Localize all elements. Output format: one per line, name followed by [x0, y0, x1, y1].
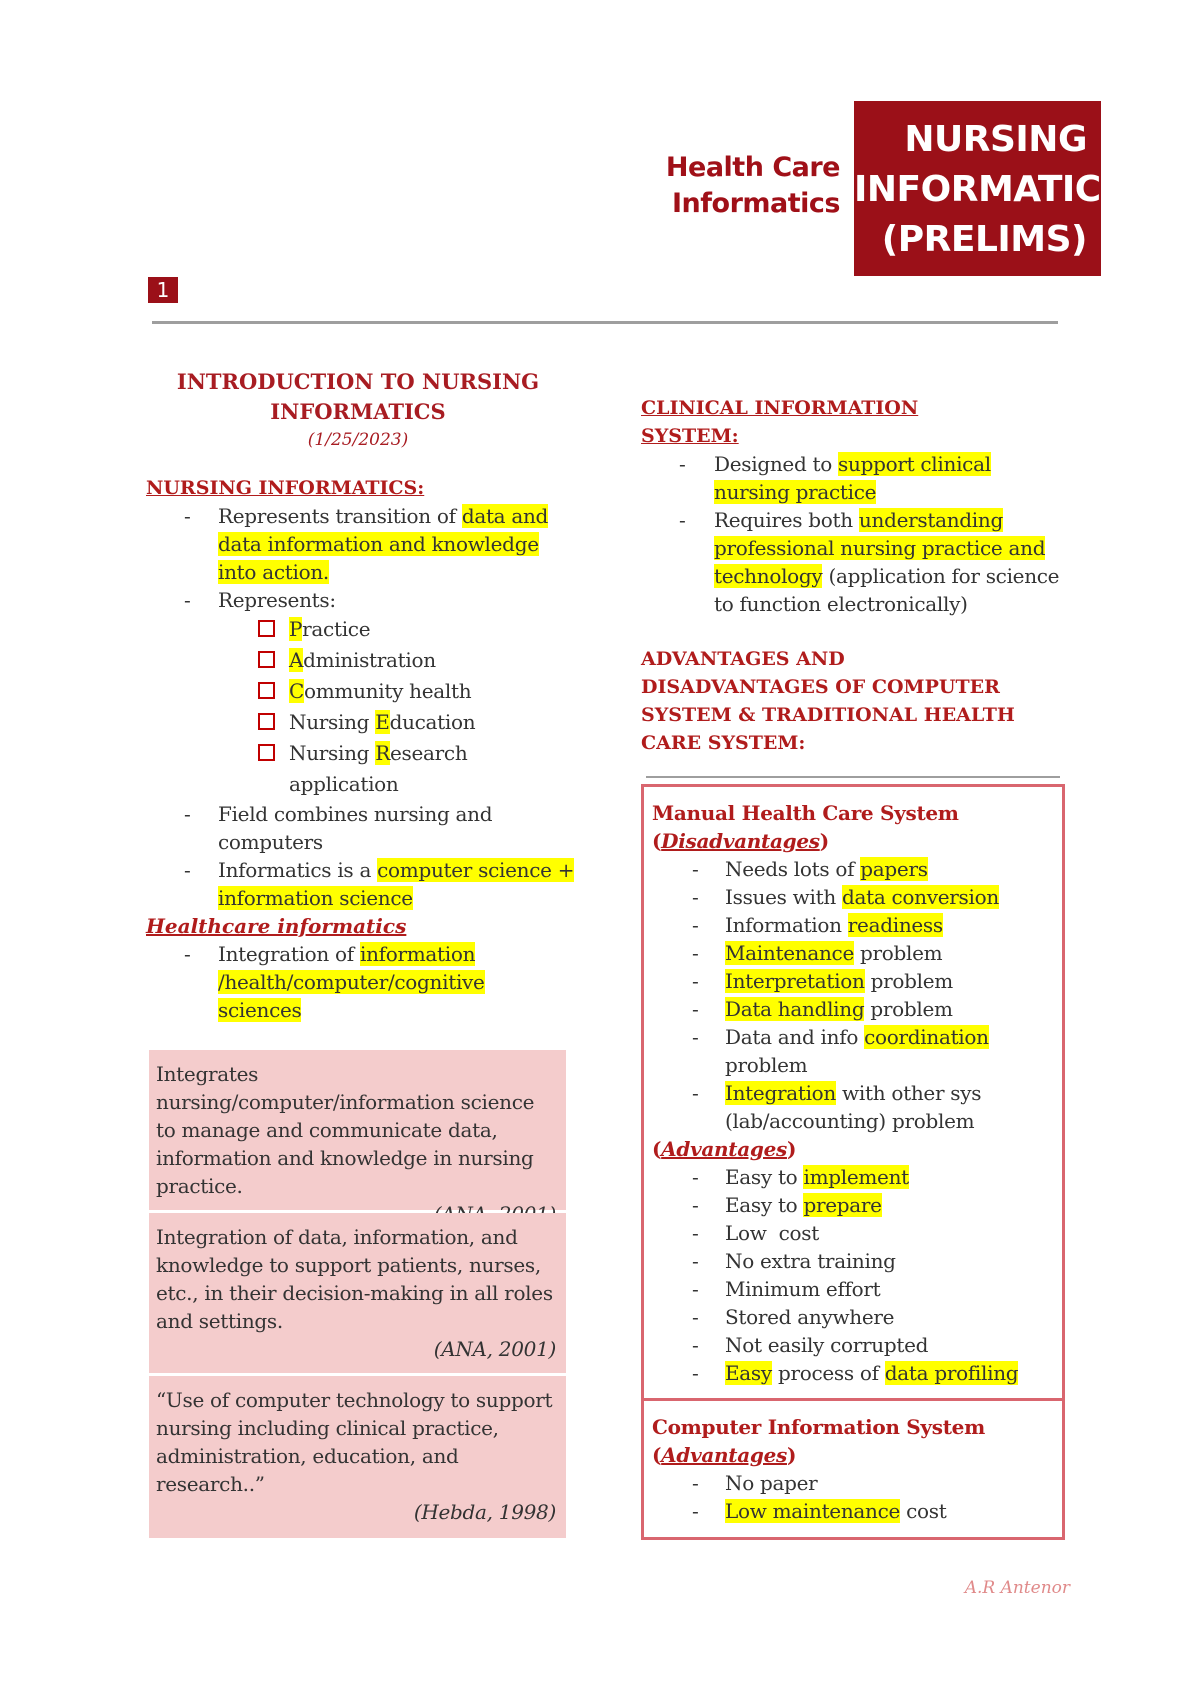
- text: Nursing: [289, 710, 376, 734]
- highlight: understanding: [858, 508, 1003, 532]
- list-item: [652, 995, 1060, 1023]
- text: Low cost: [725, 1221, 819, 1245]
- highlight: data and: [461, 504, 549, 528]
- manual-system-title: Manual Health Care System: [652, 801, 959, 825]
- text: with other sys: [836, 1081, 982, 1105]
- text: esearch: [390, 741, 468, 765]
- list-item: [146, 586, 586, 614]
- text: Represents:: [218, 588, 336, 612]
- first-letter: E: [375, 710, 390, 734]
- list-item: [652, 1359, 1060, 1387]
- text: No paper: [725, 1471, 818, 1495]
- advantages-heading-line2: DISADVANTAGES OF COMPUTER: [641, 676, 1000, 698]
- text: Nursing: [289, 741, 376, 765]
- highlight: into action.: [218, 560, 329, 584]
- section-divider: [646, 776, 1060, 778]
- header-subtitle-line2: Informatics: [672, 188, 840, 219]
- text: process of: [771, 1361, 885, 1385]
- header-subtitle-line1: Health Care: [665, 152, 840, 183]
- highlight: coordination: [864, 1025, 989, 1049]
- advantages-list: [652, 1163, 1060, 1387]
- text: Represents transition of: [218, 504, 462, 528]
- represents-checklist: [146, 614, 586, 800]
- section-date: (1/25/2023): [307, 430, 409, 450]
- clinical-heading-line1: CLINICAL INFORMATION: [641, 397, 919, 419]
- list-item: [652, 1247, 1060, 1275]
- highlight: technology: [714, 564, 823, 588]
- list-item: [146, 502, 586, 586]
- text: Informatics is a: [218, 858, 378, 882]
- text: No extra training: [725, 1249, 896, 1273]
- list-item: [652, 1163, 1060, 1191]
- quote-citation: (ANA, 2001): [433, 1337, 556, 1361]
- header-subtitle: [640, 150, 840, 222]
- text: Requires both: [714, 508, 859, 532]
- list-item: [146, 940, 586, 1024]
- quote-text: Integration of data, information, and knowledge to support patients, nurses, etc., in their decision-making in all roles and settings.: [156, 1225, 553, 1333]
- text: ractice: [302, 617, 371, 641]
- list-item: [652, 1219, 1060, 1247]
- disadvantages-label: (Disadvantages): [652, 829, 829, 853]
- text: Minimum effort: [725, 1277, 881, 1301]
- highlight: information science: [218, 886, 413, 910]
- nursing-informatics-section: [146, 474, 586, 1024]
- text: Information: [725, 913, 848, 937]
- computer-information-section: [652, 1413, 1060, 1525]
- disadvantages-label-text: Disadvantages: [661, 829, 820, 853]
- list-item: [652, 1303, 1060, 1331]
- text: Needs lots of: [725, 857, 861, 881]
- manual-health-care-section: [652, 799, 1060, 1387]
- highlight: professional nursing practice and: [714, 536, 1046, 560]
- text: dministration: [303, 648, 436, 672]
- highlight: readiness: [847, 913, 943, 937]
- text: Field combines nursing and: [218, 802, 493, 826]
- list-item: [652, 1079, 1060, 1135]
- quote-text: Integrates nursing/computer/information science to manage and communicate data, information and knowledge in nursing practice.: [156, 1062, 535, 1198]
- first-letter: A: [289, 648, 304, 672]
- highlight: sciences: [218, 998, 302, 1022]
- advantages-heading-line4: CARE SYSTEM:: [641, 732, 806, 754]
- author-signature: A.R Antenor: [964, 1578, 1070, 1598]
- healthcare-informatics-heading: Healthcare informatics: [146, 914, 407, 938]
- first-letter: R: [375, 741, 391, 765]
- list-item: [652, 1191, 1060, 1219]
- title-line2: INFORMATICS: [854, 169, 1127, 210]
- comparison-divider: [641, 1398, 1065, 1401]
- text: (lab/accounting) problem: [725, 1109, 975, 1133]
- title-line1: NURSING: [904, 119, 1087, 160]
- text: Stored anywhere: [725, 1305, 895, 1329]
- checklist-item: [146, 707, 586, 738]
- nursing-informatics-list-2: [146, 800, 586, 912]
- text: Data and info: [725, 1025, 865, 1049]
- highlight: nursing practice: [714, 480, 877, 504]
- computer-advantages-list: [652, 1469, 1060, 1525]
- advantages-heading: [641, 645, 1081, 757]
- text: problem: [725, 1053, 808, 1077]
- list-item: [652, 1023, 1060, 1079]
- quote-text: “Use of computer technology to support nursing including clinical practice, administration, education, and research..”: [156, 1388, 553, 1496]
- healthcare-informatics-list: [146, 940, 586, 1024]
- text: cost: [900, 1499, 947, 1523]
- checklist-item: [146, 676, 586, 707]
- header-divider: [152, 321, 1058, 324]
- first-letter: P: [289, 617, 303, 641]
- title-line3: (PRELIMS): [881, 219, 1087, 260]
- definition-quote-box: [149, 1213, 566, 1373]
- list-item: [652, 1469, 1060, 1497]
- clinical-heading: [641, 394, 1081, 450]
- text: problem: [853, 941, 943, 965]
- checklist-item: [146, 645, 586, 676]
- text: Not easily corrupted: [725, 1333, 929, 1357]
- checklist-item: [146, 614, 586, 645]
- advantages-heading-line1: ADVANTAGES AND: [641, 648, 845, 670]
- section-title: [148, 367, 568, 427]
- highlight: Integration: [725, 1081, 836, 1105]
- section-title-line1: INTRODUCTION TO NURSING: [176, 369, 540, 394]
- text: (application for science: [822, 564, 1060, 588]
- highlight: data profiling: [884, 1361, 1019, 1385]
- advantages-label: (Advantages): [652, 1137, 797, 1161]
- text: computers: [218, 830, 323, 854]
- definition-quote-box: [149, 1376, 566, 1538]
- highlight: /health/computer/cognitive: [218, 970, 485, 994]
- list-item: [652, 883, 1060, 911]
- section-title-line2: INFORMATICS: [270, 399, 446, 424]
- highlight: computer science +: [377, 858, 575, 882]
- list-item: [641, 450, 1081, 506]
- list-item: [146, 800, 586, 856]
- highlight: data conversion: [841, 885, 999, 909]
- highlight: Easy: [725, 1361, 772, 1385]
- highlight: Maintenance: [725, 941, 854, 965]
- text: problem: [864, 997, 953, 1021]
- highlight: prepare: [803, 1193, 882, 1217]
- quote-citation: (Hebda, 1998): [413, 1500, 556, 1524]
- highlight: data information and knowledge: [218, 532, 539, 556]
- text: application: [289, 772, 399, 796]
- text: Easy to: [725, 1165, 804, 1189]
- clinical-heading-line2: SYSTEM:: [641, 425, 739, 447]
- clinical-list: [641, 450, 1081, 618]
- highlight: support clinical: [838, 452, 991, 476]
- highlight: information: [359, 942, 476, 966]
- list-item: [641, 506, 1081, 618]
- page-number: 1: [148, 277, 178, 303]
- list-item: [652, 939, 1060, 967]
- highlight: implement: [803, 1165, 909, 1189]
- highlight: papers: [860, 857, 928, 881]
- text: Designed to: [714, 452, 839, 476]
- advantages-label-text: Advantages: [661, 1443, 787, 1467]
- computer-system-title: Computer Information System: [652, 1415, 985, 1439]
- advantages-heading-line3: SYSTEM & TRADITIONAL HEALTH: [641, 704, 1015, 726]
- definition-quote-box: [149, 1050, 566, 1210]
- text: ommunity health: [304, 679, 472, 703]
- list-item: [146, 856, 586, 912]
- highlight: Low maintenance: [725, 1499, 901, 1523]
- text: ducation: [389, 710, 476, 734]
- first-letter: C: [289, 679, 305, 703]
- computer-advantages-label: (Advantages): [652, 1443, 797, 1467]
- document-title-box: [854, 101, 1127, 276]
- list-item: [652, 1497, 1060, 1525]
- text: Easy to: [725, 1193, 804, 1217]
- highlight: Interpretation: [725, 969, 865, 993]
- list-item: [652, 1275, 1060, 1303]
- clinical-information-section: [641, 394, 1081, 618]
- text: Integration of: [218, 942, 360, 966]
- disadvantages-list: [652, 855, 1060, 1135]
- nursing-informatics-list: [146, 502, 586, 614]
- list-item: [652, 855, 1060, 883]
- highlight: Data handling: [725, 997, 865, 1021]
- list-item: [652, 1331, 1060, 1359]
- text: to function electronically): [714, 592, 968, 616]
- text: Issues with: [725, 885, 842, 909]
- list-item: [652, 911, 1060, 939]
- advantages-label-text: Advantages: [661, 1137, 787, 1161]
- nursing-informatics-heading: NURSING INFORMATICS:: [146, 477, 425, 499]
- list-item: [652, 967, 1060, 995]
- text: problem: [864, 969, 953, 993]
- checklist-item: [146, 738, 586, 800]
